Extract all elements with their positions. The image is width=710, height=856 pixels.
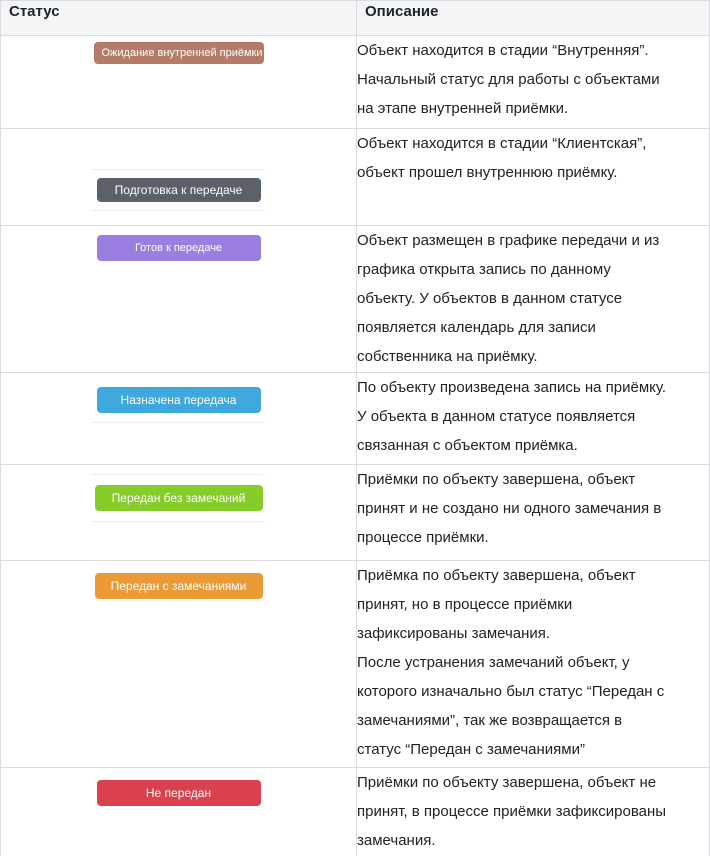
description-cell [357,36,710,129]
description-line: замечания. [357,832,436,849]
description-line: После устранения замечаний объект, у [357,654,630,671]
description-line: Объект размещен в графике передачи и из [357,232,660,249]
status-cell [1,768,357,856]
table-row [1,226,710,373]
table-row [1,768,710,856]
description-line: замечаниями”, так же возвращается в [357,712,623,729]
status-cell [1,226,357,373]
status-badge-internal-acceptance: Ожидание внутренней приёмки [94,42,264,64]
table-row [1,129,710,226]
description-line: Приёмка по объекту завершена, объект [357,567,636,584]
description-line: Объект находится в стадии “Клиентская”, [357,135,647,152]
description-cell [357,129,710,226]
description-cell [357,768,710,856]
description-line: По объекту произведена запись на приёмку. [357,379,667,396]
description-line: принят, но в процессе приёмки [357,596,573,613]
status-badge-transfer-scheduled: Назначена передача [97,387,261,413]
status-badge-transferred-with-remarks: Передан с замечаниями [95,573,263,599]
status-badge-not-transferred: Не передан [97,780,261,806]
description-line: которого изначально был статус “Передан с [357,683,665,700]
description-line: Приёмки по объекту завершена, объект не [357,774,657,791]
table-header-row [1,1,710,36]
description-line: У объекта в данном статусе появляется [357,408,636,425]
header-status: Статус [1,1,357,36]
description-line: принят и не создано ни одного замечания в [357,500,662,517]
description-line: на этапе внутренней приёмки. [357,100,569,117]
description-cell [357,373,710,465]
status-cell [1,36,357,129]
status-cell [1,561,357,768]
description-cell [357,226,710,373]
table-row [1,36,710,129]
header-description: Описание [357,1,710,36]
description-line: принят, в процессе приёмки зафиксированы [357,803,667,820]
description-cell [357,465,710,561]
description-line: Начальный статус для работы с объектами [357,71,660,88]
table-row [1,373,710,465]
description-line: процессе приёмки. [357,529,489,546]
description-line: статус “Передан с замечаниями” [357,741,585,758]
description-line: Объект находится в стадии “Внутренняя”. [357,42,649,59]
table-row [1,561,710,768]
status-cell [1,373,357,465]
description-line: объекту. У объектов в данном статусе [357,290,623,307]
description-line: Приёмки по объекту завершена, объект [357,471,636,488]
status-cell [1,129,357,226]
status-badge-transferred-no-remarks: Передан без замечаний [95,485,263,511]
table-row [1,465,710,561]
description-line: графика открыта запись по данному [357,261,611,278]
status-badge-preparing-transfer: Подготовка к передаче [97,178,261,202]
description-line: связанная с объектом приёмка. [357,437,578,454]
description-line: собственника на приёмку. [357,348,538,365]
description-line: зафиксированы замечания. [357,625,551,642]
description-cell [357,561,710,768]
description-line: появляется календарь для записи [357,319,596,336]
description-line: объект прошел внутреннюю приёмку. [357,164,618,181]
status-badge-ready-for-transfer: Готов к передаче [97,235,261,261]
status-cell [1,465,357,561]
